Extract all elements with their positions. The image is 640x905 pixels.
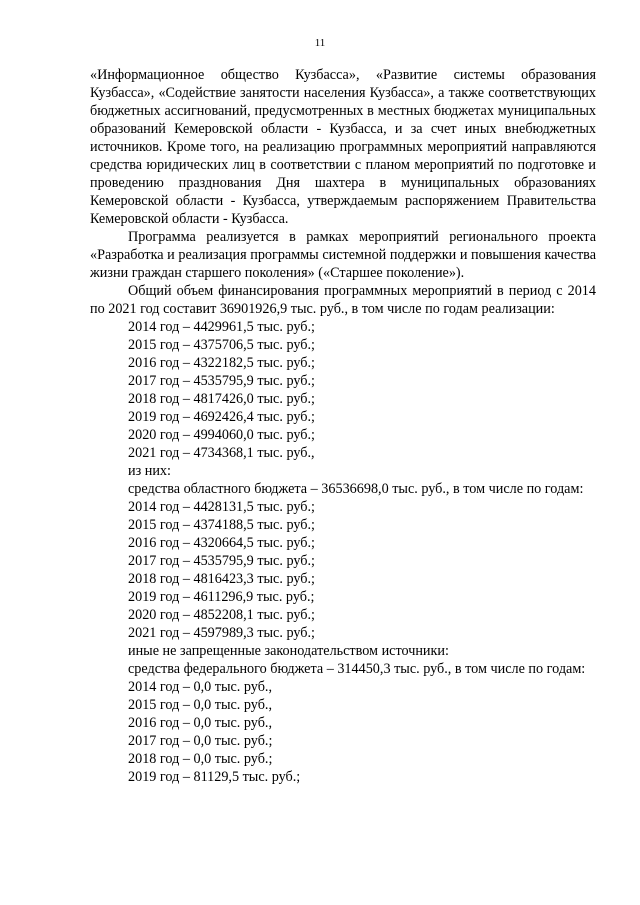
other-sources-label: иные не запрещенные законодательством источники: [128,643,449,659]
page-number: 11 [314,37,326,49]
list-item: 2016 год – 4320664,5 тыс. руб.; [128,535,315,551]
list-item: 2014 год – 4429961,5 тыс. руб.; [128,319,315,335]
paragraph-regional-project: Программа реализуется в рамках мероприятий регионального проекта «Разработка и реализация программы системной поддержки и повышения качества жизни граждан старшего поколения» («Старшее поколение»). [90,229,596,281]
list-item: 2018 год – 4816423,3 тыс. руб.; [128,571,315,587]
list-item: 2017 год – 0,0 тыс. руб.; [128,733,273,749]
paragraph-total-volume: Общий объем финансирования программных мероприятий в период с 2014 по 2021 год составит 36901926,9 тыс. руб., в том числе по годам реализации: [90,283,596,317]
list-item: 2017 год – 4535795,9 тыс. руб.; [128,373,315,389]
list-item: 2017 год – 4535795,9 тыс. руб.; [128,553,315,569]
list-item: 2016 год – 4322182,5 тыс. руб.; [128,355,315,371]
list-item: 2020 год – 4994060,0 тыс. руб.; [128,427,315,443]
total-by-year-list [90,318,596,462]
list-item: 2015 год – 4374188,5 тыс. руб.; [128,517,315,533]
paragraph-funding-sources: «Информационное общество Кузбасса», «Развитие системы образования Кузбасса», «Содействие занятости населения Кузбасса», а также соответствующих бюджетных ассигнований, предусмотренных в местных бюджетах муниципальных образований Кемеровской области - Кузбасса, и за счет иных внебюджетных источников. Кроме того, на реализацию программных мероприятий направляются средства юридических лиц в соответствии с планом мероприятий по подготовке и проведению празднования Дня шахтера в муниципальных образованиях Кемеровской области - Кузбасса, утверждаемым распоряжением Правительства Кемеровской области - Кузбасса. [90,67,596,227]
of-them-label: из них: [128,463,171,479]
federal-budget-intro: средства федерального бюджета – 314450,3 тыс. руб., в том числе по годам: [128,661,586,677]
list-item: 2015 год – 0,0 тыс. руб., [128,697,273,713]
list-item: 2019 год – 4692426,4 тыс. руб.; [128,409,315,425]
regional-budget-intro: средства областного бюджета – 36536698,0 тыс. руб., в том числе по годам: [128,481,584,497]
document-body [90,66,596,786]
list-item: 2019 год – 81129,5 тыс. руб.; [128,769,301,785]
federal-by-year-list [90,678,596,786]
list-item: 2014 год – 4428131,5 тыс. руб.; [128,499,315,515]
list-item: 2015 год – 4375706,5 тыс. руб.; [128,337,315,353]
list-item: 2016 год – 0,0 тыс. руб., [128,715,273,731]
list-item: 2021 год – 4597989,3 тыс. руб.; [128,625,315,641]
list-item: 2020 год – 4852208,1 тыс. руб.; [128,607,315,623]
list-item: 2019 год – 4611296,9 тыс. руб.; [128,589,315,605]
list-item: 2014 год – 0,0 тыс. руб., [128,679,273,695]
list-item: 2021 год – 4734368,1 тыс. руб., [128,445,315,461]
list-item: 2018 год – 4817426,0 тыс. руб.; [128,391,315,407]
list-item: 2018 год – 0,0 тыс. руб.; [128,751,273,767]
regional-by-year-list [90,498,596,642]
